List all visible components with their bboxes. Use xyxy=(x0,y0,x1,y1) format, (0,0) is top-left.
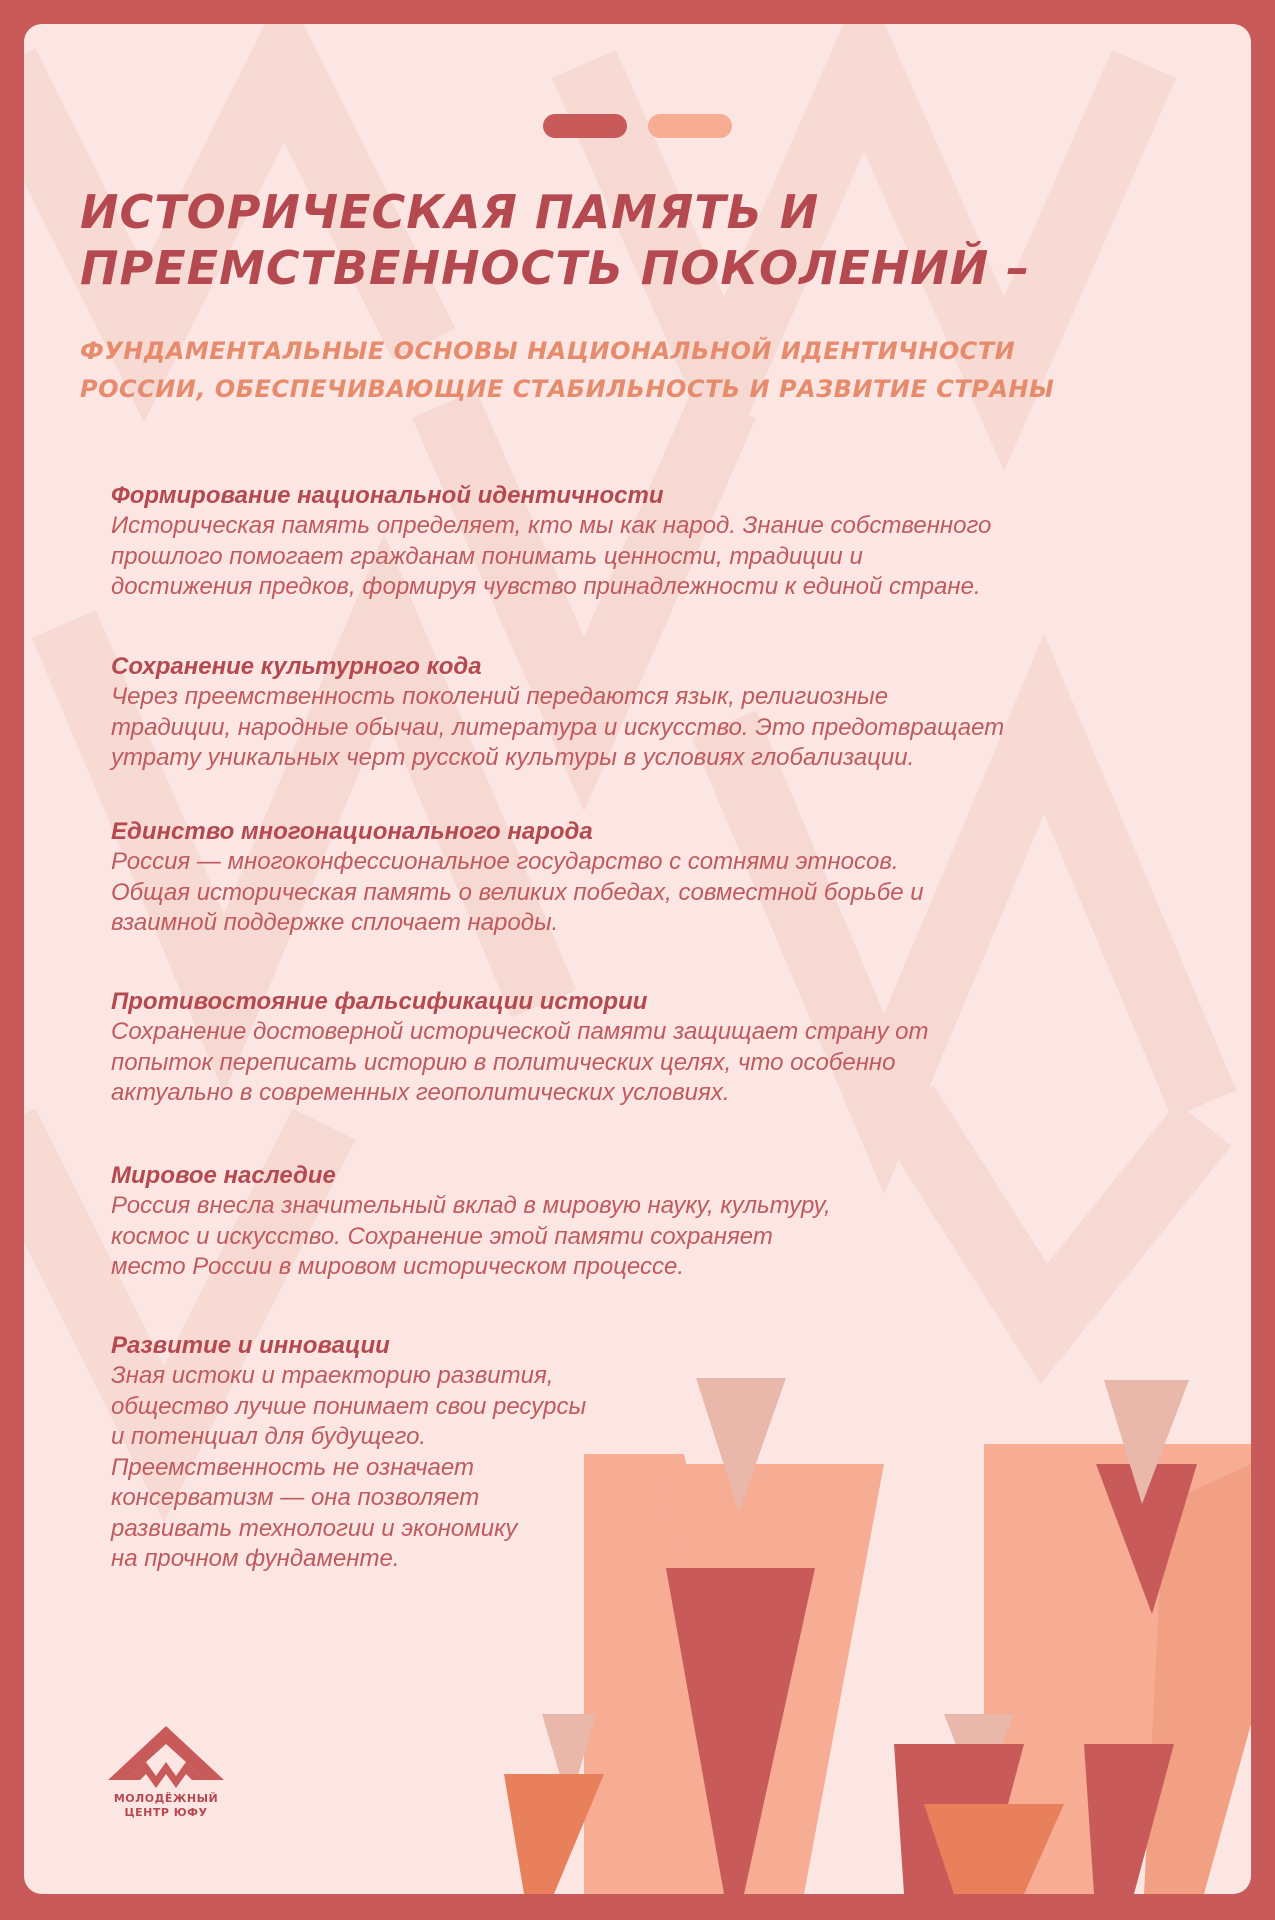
section-heading: Единство многонационального народа xyxy=(111,818,593,845)
title-line-1: ИСТОРИЧЕСКАЯ ПАМЯТЬ И xyxy=(80,185,820,239)
section-heading: Формирование национальной идентичности xyxy=(111,482,664,509)
section-body: Через преемственность поколений передаются язык, религиозные традиции, народные обычаи, литература и искусство. Это предотвращает утрату уникальных черт русской культуры в условиях глобализации. xyxy=(111,683,1005,771)
section-heading: Развитие и инновации xyxy=(111,1332,390,1359)
decor-pill-light xyxy=(648,114,732,138)
logo-line-1: МОЛОДЁЖНЫЙ xyxy=(113,1792,219,1805)
section-heading: Сохранение культурного кода xyxy=(111,653,482,680)
section-body: Историческая память определяет, кто мы как народ. Знание собственного прошлого помогает гражданам понимать ценности, традиции и достижения предков, формируя чувство принадлежности к единой стране. xyxy=(111,512,992,600)
subtitle-line-2: РОССИИ, ОБЕСПЕЧИВАЮЩИЕ СТАБИЛЬНОСТЬ И РАЗВИТИЕ СТРАНЫ xyxy=(80,375,1055,403)
title-line-2: ПРЕЕМСТВЕННОСТЬ ПОКОЛЕНИЙ – xyxy=(80,241,1031,295)
subtitle-line-1: ФУНДАМЕНТАЛЬНЫЕ ОСНОВЫ НАЦИОНАЛЬНОЙ ИДЕНТИЧНОСТИ xyxy=(80,337,1016,365)
section-body: Зная истоки и траекторию развития, общество лучше понимает свои ресурсы и потенциал для будущего. Преемственность не означает консерватизм — она позволяет развивать технологии и экономику на прочном фундаменте. xyxy=(111,1362,587,1572)
section-falsification xyxy=(111,987,1111,1109)
section-national-identity xyxy=(111,481,1111,603)
section-heading: Мировое наследие xyxy=(111,1162,336,1189)
poster-card xyxy=(24,24,1251,1894)
section-body: Россия — многоконфессиональное государство с сотнями этносов. Общая историческая память о великих победах, совместной борьбе и взаимной поддержке сплочает народы. xyxy=(111,848,924,936)
section-body: Россия внесла значительный вклад в мировую науку, культуру, космос и искусство. Сохранение этой памяти сохраняет место России в мировом историческом процессе. xyxy=(111,1192,831,1280)
logo-line-2: ЦЕНТР ЮФУ xyxy=(124,1806,208,1819)
section-cultural-code xyxy=(111,652,1111,774)
logo-text xyxy=(86,1792,246,1820)
page-title xyxy=(80,184,1180,296)
decor-pill-dark xyxy=(543,114,627,138)
section-heading: Противостояние фальсификации истории xyxy=(111,988,648,1015)
page-subtitle xyxy=(80,332,1200,408)
section-development xyxy=(111,1331,1111,1575)
section-multinational-unity xyxy=(111,817,1111,939)
background-pattern xyxy=(24,24,1251,1894)
section-world-heritage xyxy=(111,1161,1111,1283)
section-body: Сохранение достоверной исторической памяти защищает страну от попыток переписать историю в политических целях, что особенно актуально в современных геополитических условиях. xyxy=(111,1018,929,1106)
